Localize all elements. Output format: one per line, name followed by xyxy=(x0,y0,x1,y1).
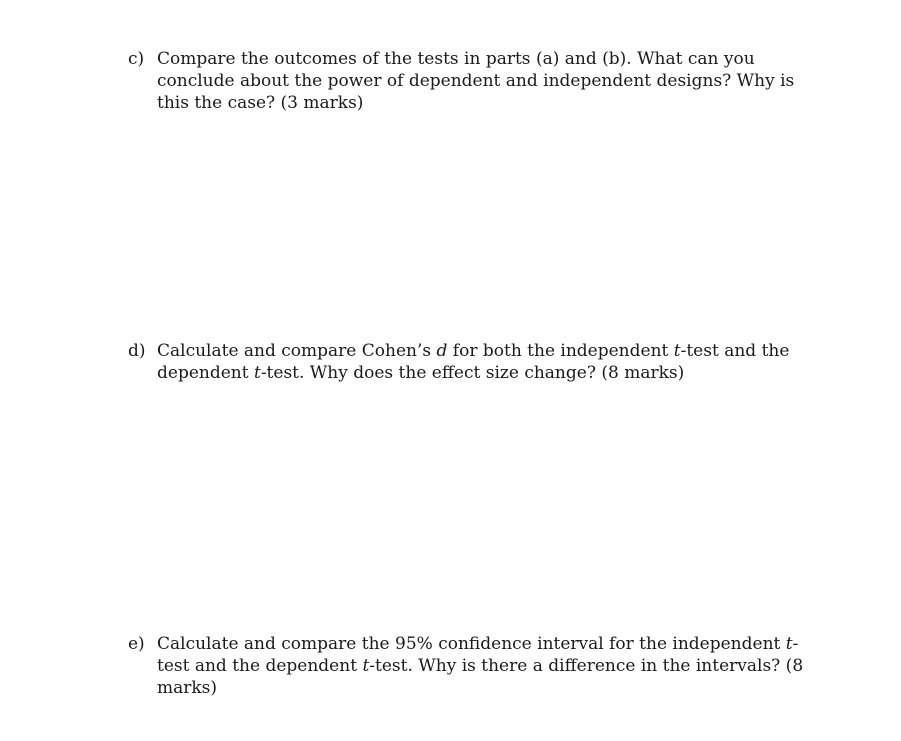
text-segment: dependent xyxy=(157,363,254,383)
question-text xyxy=(157,633,804,699)
question-c xyxy=(128,48,795,114)
question-d xyxy=(128,340,788,384)
text-segment: -test. Why is there a difference in the intervals? (8 xyxy=(369,656,804,676)
question-text xyxy=(157,340,788,384)
question-text-line xyxy=(157,92,788,114)
question-text-line xyxy=(157,655,804,677)
question-text-line xyxy=(157,340,788,362)
text-segment: -test. Why does the effect size change? (8 marks) xyxy=(260,363,685,383)
italic-variable: t xyxy=(785,634,793,654)
italic-variable: t xyxy=(253,363,261,383)
question-label: c) xyxy=(128,49,145,69)
italic-variable: d xyxy=(436,341,448,361)
text-segment: -test and the xyxy=(680,341,790,361)
question-text-line xyxy=(157,48,788,70)
text-segment: conclude about the power of dependent and independent designs? Why is xyxy=(157,71,795,91)
question-text-line xyxy=(157,70,795,92)
question-text-line xyxy=(157,362,788,384)
text-segment: Calculate and compare Cohen’s xyxy=(157,341,437,361)
text-segment: - xyxy=(792,634,799,654)
question-text-line xyxy=(157,677,788,699)
question-e xyxy=(128,633,804,699)
italic-variable: t xyxy=(362,656,370,676)
text-segment: marks) xyxy=(157,678,218,698)
text-segment: this the case? (3 marks) xyxy=(157,93,364,113)
italic-variable: t xyxy=(673,341,681,361)
text-segment: Calculate and compare the 95% confidence interval for the independent xyxy=(157,634,786,654)
question-label: d) xyxy=(128,341,146,361)
text-segment: test and the dependent xyxy=(157,656,363,676)
question-label: e) xyxy=(128,634,145,654)
text-segment: for both the independent xyxy=(447,341,674,361)
question-text xyxy=(157,48,795,114)
text-segment: Compare the outcomes of the tests in parts (a) and (b). What can you xyxy=(157,49,755,69)
question-text-line xyxy=(157,633,799,655)
